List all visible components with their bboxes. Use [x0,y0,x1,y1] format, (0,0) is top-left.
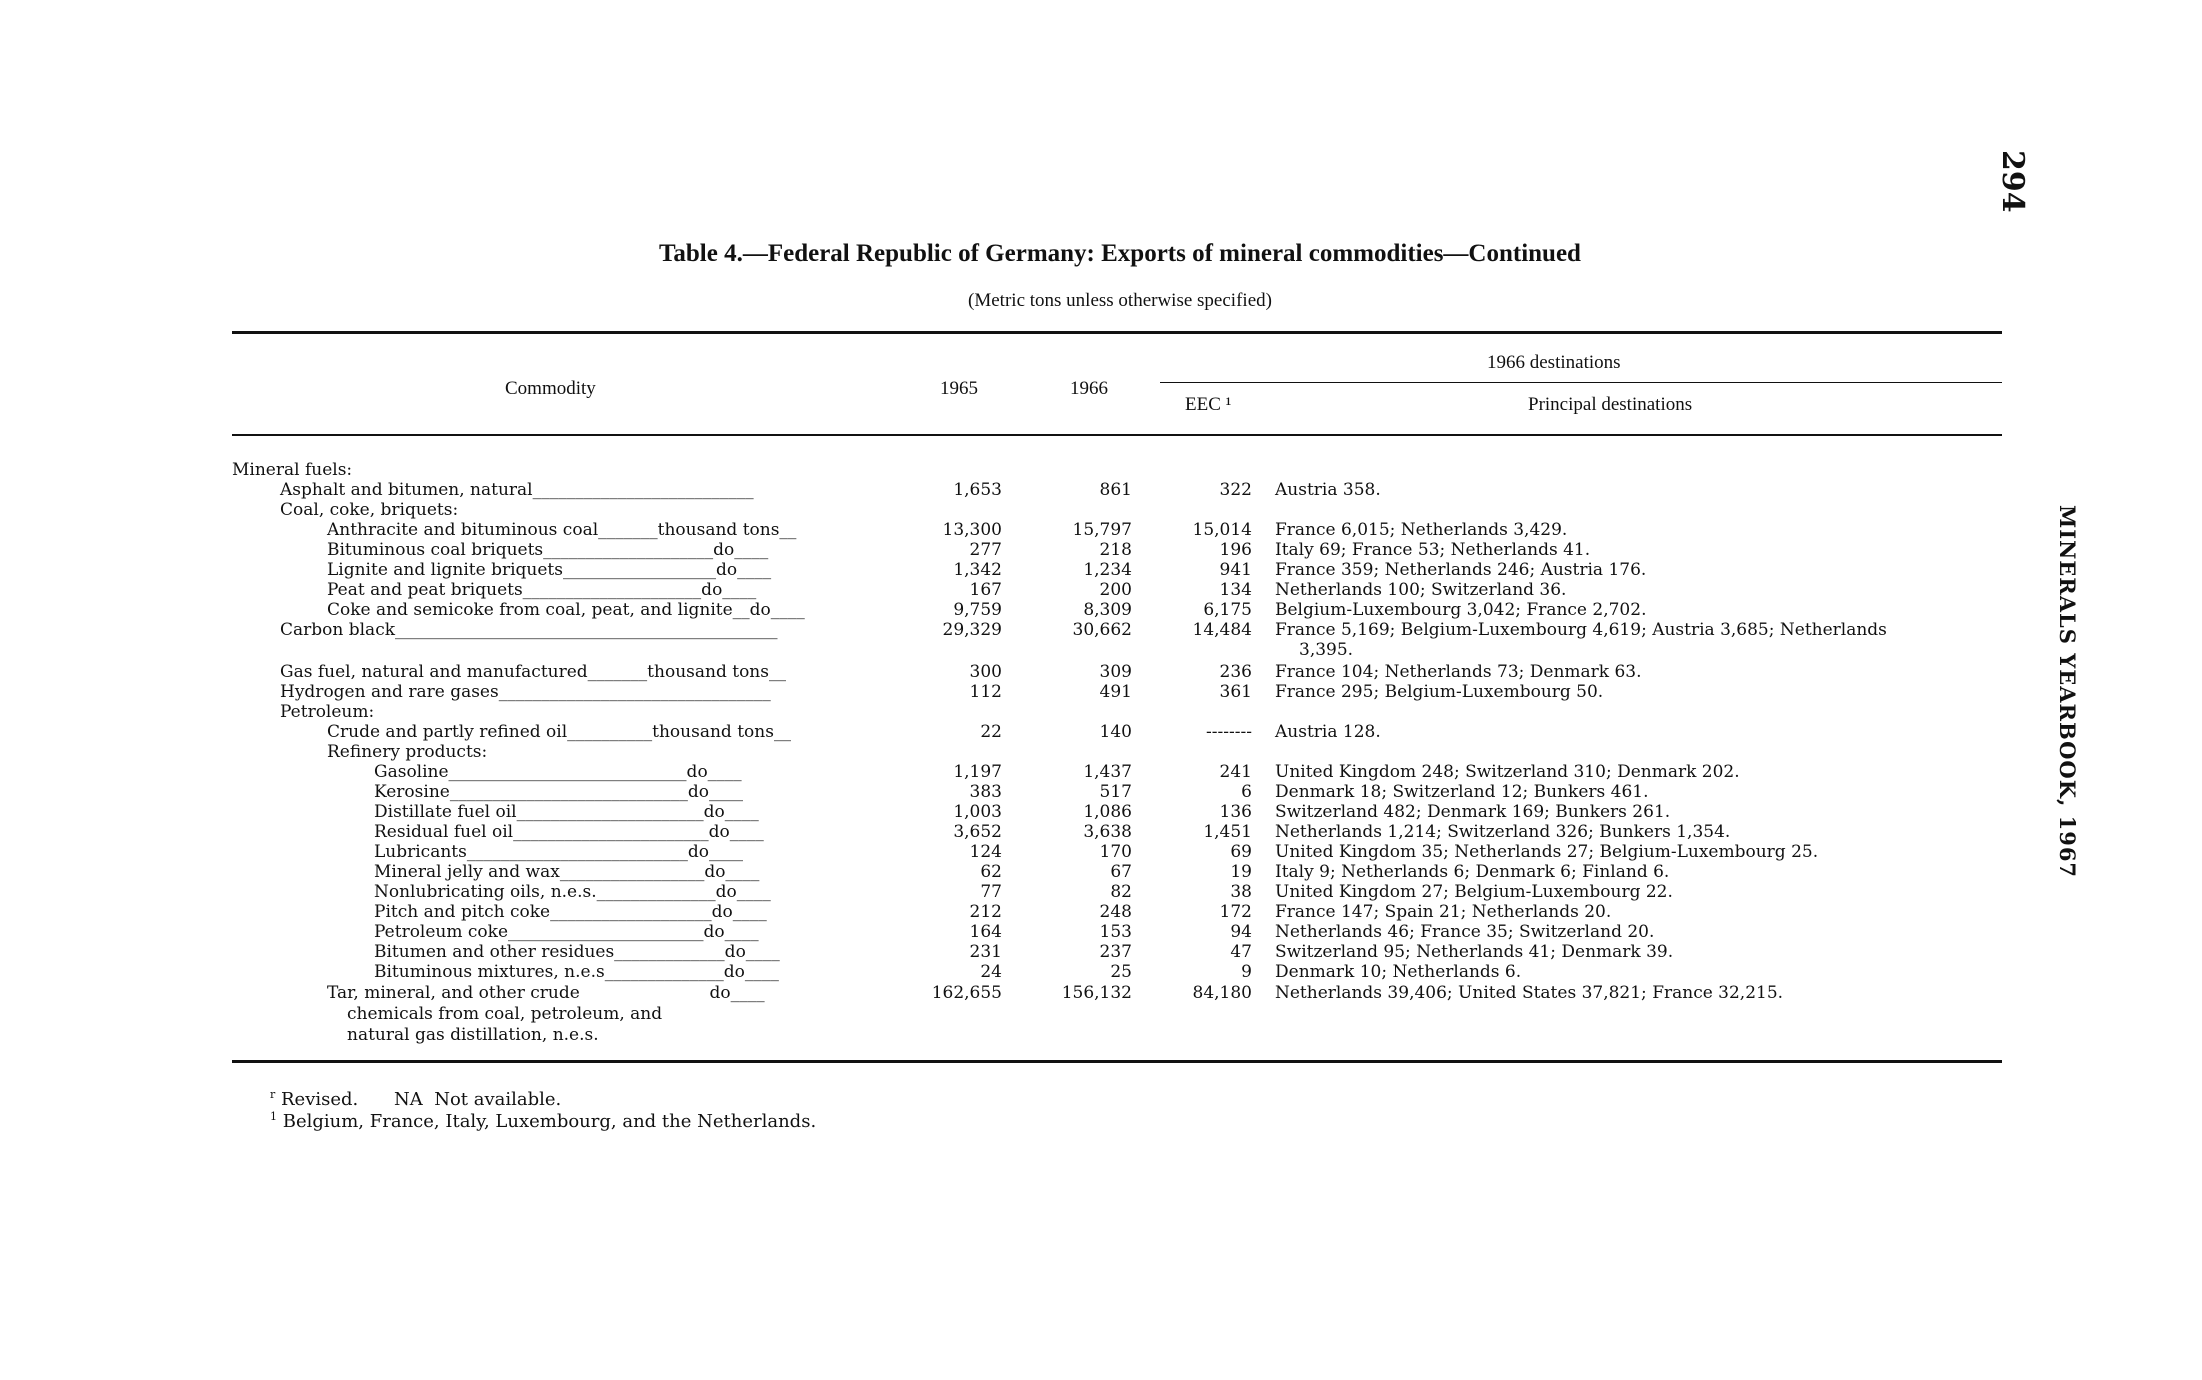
commodity-cell: Kerosine____________________________do____ [374,782,743,802]
destinations-cell: France 6,015; Netherlands 3,429. [1275,520,1568,540]
table-row [232,620,2012,640]
destinations-cell: France 359; Netherlands 246; Austria 176. [1275,560,1647,580]
value-1965: 167 [969,580,1002,600]
destinations-cell: Denmark 10; Netherlands 6. [1275,962,1522,982]
commodity-cell: Asphalt and bitumen, natural__________________________ [280,480,754,500]
commodity-cell: Anthracite and bituminous coal_______thousand tons__ [327,520,797,540]
value-eec: 241 [1219,762,1252,782]
value-1966: 82 [1110,882,1132,902]
footnote-mark: r [270,1088,276,1101]
commodity-cell: Bituminous mixtures, n.e.s______________do____ [374,962,779,982]
value-1966: 1,086 [1083,802,1132,822]
value-1965: 231 [969,942,1002,962]
value-1966: 3,638 [1083,822,1132,842]
destinations-cell: Netherlands 1,214; Switzerland 326; Bunkers 1,354. [1275,822,1731,842]
commodity-cell: Bituminous coal briquets____________________do____ [327,540,769,560]
value-1965: 9,759 [953,600,1002,620]
top-rule [232,331,2002,334]
value-eec: 38 [1230,882,1252,902]
value-eec: 941 [1219,560,1252,580]
table-row [232,983,2012,1003]
value-eec: 196 [1219,540,1252,560]
header-eec: EEC ¹ [1185,394,1232,415]
value-1965: 112 [969,682,1002,702]
value-eec: 14,484 [1192,620,1252,640]
table-row [232,782,2012,802]
value-eec: 134 [1219,580,1252,600]
destinations-cell: France 295; Belgium-Luxembourg 50. [1275,682,1604,702]
page-number: 294 [1995,150,2030,213]
value-eec: 1,451 [1203,822,1252,842]
value-1965: 383 [969,782,1002,802]
destinations-cell: Netherlands 39,406; United States 37,821; France 32,215. [1275,983,1784,1003]
destinations-cell: France 147; Spain 21; Netherlands 20. [1275,902,1612,922]
table-subtitle: (Metric tons unless otherwise specified) [968,290,1272,311]
header-commodity: Commodity [505,378,596,399]
value-1965: 1,003 [953,802,1002,822]
value-1966: 517 [1099,782,1132,802]
value-1965: 24 [980,962,1002,982]
commodity-cell: Lubricants__________________________do____ [374,842,743,862]
footnote-text: Belgium, France, Italy, Luxembourg, and the Netherlands. [282,1111,817,1132]
destinations-cell: Austria 128. [1275,722,1381,742]
value-1966: 309 [1099,662,1132,682]
commodity-cell: Crude and partly refined oil__________thousand tons__ [327,722,791,742]
value-1966: 237 [1099,942,1132,962]
table-row [232,722,2012,742]
commodity-cell: Petroleum: [280,702,375,722]
value-1965: 300 [969,662,1002,682]
table-row [232,822,2012,842]
commodity-cell: Hydrogen and rare gases________________________________ [280,682,771,702]
value-1965: 1,342 [953,560,1002,580]
table-row [232,460,2012,480]
table-row [232,662,2012,682]
value-1965: 1,653 [953,480,1002,500]
commodity-cell: Gasoline____________________________do____ [374,762,742,782]
header-destinations-group: 1966 destinations [1487,352,1621,373]
commodity-cell: Coke and semicoke from coal, peat, and lignite__do____ [327,600,805,620]
value-eec: 47 [1230,942,1252,962]
destinations-cell: Italy 69; France 53; Netherlands 41. [1275,540,1591,560]
value-1965: 29,329 [942,620,1002,640]
destinations-cell: Switzerland 95; Netherlands 41; Denmark 39. [1275,942,1674,962]
value-eec: 15,014 [1192,520,1252,540]
commodity-cell: Petroleum coke_______________________do____ [374,922,759,942]
value-1965: 13,300 [942,520,1002,540]
commodity-cell: Gas fuel, natural and manufactured_______thousand tons__ [280,662,786,682]
destinations-cell: Switzerland 482; Denmark 169; Bunkers 261. [1275,802,1671,822]
value-1965: 62 [980,862,1002,882]
destinations-cell: Netherlands 46; France 35; Switzerland 20. [1275,922,1655,942]
table-row [232,560,2012,580]
table-row [232,600,2012,620]
header-bottom-rule [232,434,2002,436]
commodity-cell: Nonlubricating oils, n.e.s.______________do____ [374,882,771,902]
commodity-cell: Refinery products: [327,742,488,762]
commodity-cell: Coal, coke, briquets: [280,500,459,520]
value-1966: 30,662 [1072,620,1132,640]
value-1965: 1,197 [953,762,1002,782]
destinations-cell: Netherlands 100; Switzerland 36. [1275,580,1567,600]
destinations-cell: Belgium-Luxembourg 3,042; France 2,702. [1275,600,1647,620]
running-head: MINERALS YEARBOOK, 1967 [2055,505,2080,879]
value-1966: 491 [1099,682,1132,702]
destinations-cell: France 5,169; Belgium-Luxembourg 4,619; Austria 3,685; Netherlands [1275,620,1887,640]
commodity-cell: Distillate fuel oil______________________do____ [374,802,759,822]
destinations-cell: Italy 9; Netherlands 6; Denmark 6; Finland 6. [1275,862,1670,882]
header-principal-destinations: Principal destinations [1528,394,1693,415]
value-1966: 170 [1099,842,1132,862]
table-row [232,640,2012,660]
value-eec: 6 [1241,782,1252,802]
value-1966: 8,309 [1083,600,1132,620]
commodity-cell: Carbon black_____________________________________________ [280,620,778,640]
value-1965: 162,655 [931,983,1002,1003]
header-1965: 1965 [940,378,978,399]
value-eec: 84,180 [1192,983,1252,1003]
commodity-cell: Mineral jelly and wax_________________do____ [374,862,760,882]
value-eec: 6,175 [1203,600,1252,620]
footnote-text: NA Not available. [394,1089,562,1110]
value-1966: 156,132 [1061,983,1132,1003]
value-1965: 22 [980,722,1002,742]
destinations-cell: 3,395. [1299,640,1354,660]
bottom-rule [232,1060,2002,1063]
header-1966: 1966 [1070,378,1108,399]
table-row [232,702,2012,722]
table-row [232,882,2012,902]
footnote-text: Revised. [281,1089,359,1110]
table-row [232,842,2012,862]
value-1966: 153 [1099,922,1132,942]
value-1966: 15,797 [1072,520,1132,540]
value-eec: 322 [1219,480,1252,500]
value-eec: 19 [1230,862,1252,882]
value-1965: 124 [969,842,1002,862]
commodity-cell: Lignite and lignite briquets__________________do____ [327,560,772,580]
table-row [232,922,2012,942]
value-1966: 200 [1099,580,1132,600]
value-1966: 140 [1099,722,1132,742]
table-row [232,500,2012,520]
value-1965: 277 [969,540,1002,560]
footnote-mark: 1 [270,1110,277,1123]
value-1966: 1,234 [1083,560,1132,580]
value-1965: 164 [969,922,1002,942]
table-row [232,962,2012,982]
value-eec: 69 [1230,842,1252,862]
table-row [232,762,2012,782]
table-row [232,1025,2012,1045]
destinations-cell: Austria 358. [1275,480,1381,500]
destinations-cell: United Kingdom 248; Switzerland 310; Denmark 202. [1275,762,1740,782]
value-1966: 218 [1099,540,1132,560]
destinations-rule [1160,382,2002,383]
table-row [232,540,2012,560]
table-row [232,942,2012,962]
value-eec: 361 [1219,682,1252,702]
commodity-cell: Residual fuel oil_______________________do____ [374,822,764,842]
commodity-cell: Peat and peat briquets_____________________do____ [327,580,757,600]
table-row [232,580,2012,600]
commodity-cell: natural gas distillation, n.e.s. [347,1025,599,1045]
commodity-cell: Tar, mineral, and other crude do____ [327,983,765,1003]
table-row [232,480,2012,500]
value-1966: 861 [1099,480,1132,500]
value-1966: 25 [1110,962,1132,982]
value-eec: -------- [1206,722,1252,742]
value-1966: 1,437 [1083,762,1132,782]
destinations-cell: France 104; Netherlands 73; Denmark 63. [1275,662,1642,682]
commodity-cell: Bitumen and other residues_____________do____ [374,942,780,962]
destinations-cell: United Kingdom 35; Netherlands 27; Belgium-Luxembourg 25. [1275,842,1819,862]
value-1965: 212 [969,902,1002,922]
table-row [232,902,2012,922]
value-eec: 9 [1241,962,1252,982]
table-row [232,802,2012,822]
commodity-cell: Pitch and pitch coke___________________do____ [374,902,767,922]
commodity-cell: Mineral fuels: [232,460,353,480]
value-1966: 67 [1110,862,1132,882]
table-row [232,682,2012,702]
value-1965: 3,652 [953,822,1002,842]
commodity-cell: chemicals from coal, petroleum, and [347,1004,663,1024]
value-1966: 248 [1099,902,1132,922]
footnote-revised [270,1088,561,1110]
footnote-1 [270,1110,816,1132]
value-eec: 94 [1230,922,1252,942]
table-row [232,742,2012,762]
value-eec: 172 [1219,902,1252,922]
table-row [232,520,2012,540]
table-title: Table 4.—Federal Republic of Germany: Exports of mineral commodities—Continued [659,240,1581,267]
table-row [232,862,2012,882]
value-1965: 77 [980,882,1002,902]
destinations-cell: Denmark 18; Switzerland 12; Bunkers 461. [1275,782,1649,802]
value-eec: 236 [1219,662,1252,682]
destinations-cell: United Kingdom 27; Belgium-Luxembourg 22. [1275,882,1673,902]
table-row [232,1004,2012,1024]
value-eec: 136 [1219,802,1252,822]
